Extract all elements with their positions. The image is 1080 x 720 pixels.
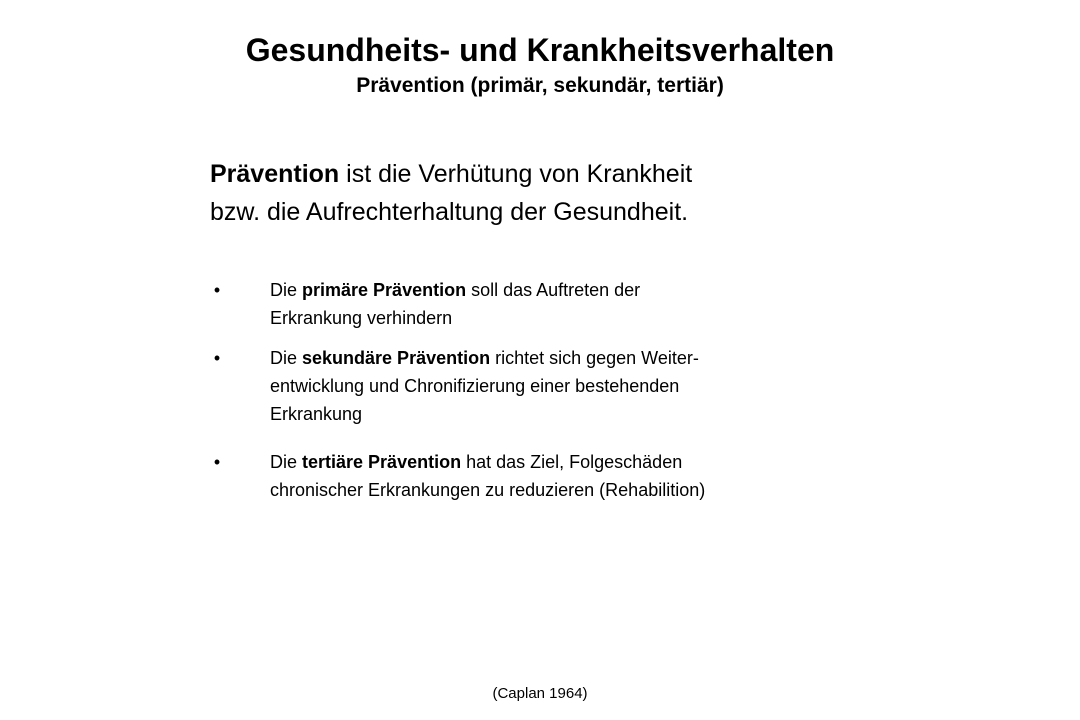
bullet-line-1 (270, 448, 890, 476)
bullet-prefix: Die (270, 280, 303, 300)
bullet-line-1-text: hat das Ziel, Folgeschäden (461, 452, 683, 472)
bullet-text (270, 448, 890, 504)
bullet-prefix: Die (270, 348, 303, 368)
bullet-line-2: chronischer Erkrankungen zu reduzieren (Rehabilition) (270, 480, 706, 500)
bullet-prefix: Die (270, 452, 303, 472)
bullet-line-2: Erkrankung verhindern (270, 308, 453, 328)
definition-term: Prävention (210, 160, 340, 188)
definition-line-2: bzw. die Aufrechterhaltung der Gesundheit. (210, 198, 689, 226)
slide-title: Gesundheits- und Krankheitsverhalten (245, 32, 835, 68)
bullet-term: primäre Prävention (302, 280, 467, 300)
bullet-text (270, 276, 890, 332)
bullet-line-3: Erkrankung (270, 404, 363, 424)
bullet-line-1-text: richtet sich gegen Weiter- (490, 348, 699, 368)
bullet-marker-icon: • (213, 348, 221, 368)
bullet-line-1 (270, 276, 890, 304)
bullet-text (270, 344, 890, 428)
bullet-marker-icon: • (213, 280, 221, 300)
slide-subtitle: Prävention (primär, sekundär, tertiär) (356, 74, 724, 97)
bullet-term: sekundäre Prävention (302, 348, 491, 368)
bullet-marker-icon: • (213, 452, 221, 472)
bullet-line-2: entwicklung und Chronifizierung einer bestehenden (270, 376, 680, 396)
bullet-term: tertiäre Prävention (302, 452, 462, 472)
citation: (Caplan 1964) (492, 685, 588, 702)
bullet-line-1 (270, 344, 890, 372)
definition-line-1-text: ist die Verhütung von Krankheit (339, 160, 693, 188)
bullet-line-1-text: soll das Auftreten der (466, 280, 641, 300)
